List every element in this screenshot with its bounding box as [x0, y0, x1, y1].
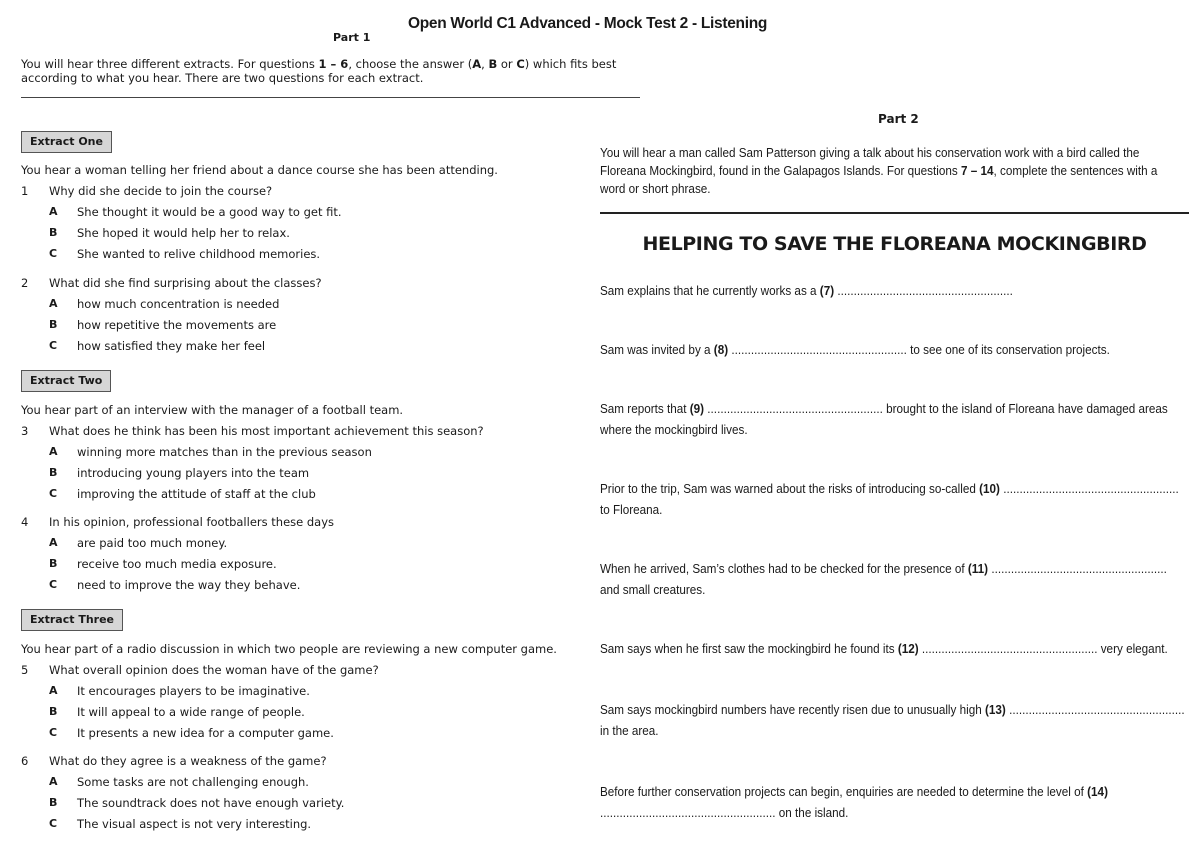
option-text: The visual aspect is not very interesting. [77, 817, 312, 831]
option-letter: C [49, 487, 58, 500]
option-text: how satisfied they make her feel [77, 339, 266, 353]
option-text: She hoped it would help her to relax. [77, 226, 290, 240]
sentence-14: Before further conservation projects can begin, enquiries are needed to determine the level of (14) ...................................................... on the island. [600, 784, 1108, 820]
question-text: What overall opinion does the woman have of the game? [49, 663, 379, 677]
option-text: how repetitive the movements are [77, 318, 277, 332]
part2-divider [600, 212, 1189, 214]
option-letter: B [49, 557, 58, 570]
sentence-8: Sam was invited by a (8) ...................................................... to see one of its conservation projects. [600, 342, 1110, 357]
option-letter: A [49, 297, 58, 310]
extract-three-label: Extract Three [21, 609, 123, 631]
sentence-12: Sam says when he first saw the mockingbird he found its (12) ...................................................... very elegant. [600, 641, 1168, 656]
option-letter: A [49, 536, 58, 549]
answer-blank[interactable]: ...................................................... [991, 561, 1167, 576]
question-text: Why did she decide to join the course? [49, 184, 273, 198]
question-number: 2 [21, 276, 29, 290]
option-letter: C [49, 339, 58, 352]
part1-divider [21, 97, 640, 98]
question-number: 6 [21, 754, 29, 768]
option-letter: B [49, 705, 58, 718]
option-letter: A [49, 775, 58, 788]
sentence-11: When he arrived, Sam’s clothes had to be checked for the presence of (11) ...................................................... and small creatures. [600, 561, 1167, 597]
sentence-7: Sam explains that he currently works as a (7) ...................................................... [600, 283, 1013, 298]
part2-instructions: You will hear a man called Sam Patterson giving a talk about his conservation work with a bird called the Floreana Mockingbird, found in the Galapagos Islands. For questions 7 – 14, complete the sentences with a word or short phrase. [600, 145, 1158, 196]
answer-blank[interactable]: ...................................................... [1009, 702, 1185, 717]
option-text: are paid too much money. [77, 536, 228, 550]
option-text: improving the attitude of staff at the club [77, 487, 316, 501]
option-text: winning more matches than in the previous season [77, 445, 372, 459]
option-letter: C [49, 817, 58, 830]
answer-blank[interactable]: ...................................................... [600, 805, 776, 820]
option-text: receive too much media exposure. [77, 557, 277, 571]
question-text: What did she find surprising about the classes? [49, 276, 322, 290]
page-title: Open World C1 Advanced - Mock Test 2 - Listening [407, 15, 768, 32]
section-heading: HELPING TO SAVE THE FLOREANA MOCKINGBIRD [642, 233, 1147, 255]
extract-context: You hear part of an interview with the manager of a football team. [21, 403, 404, 417]
option-text: It presents a new idea for a computer game. [77, 726, 334, 740]
option-letter: B [49, 226, 58, 239]
option-letter: B [49, 318, 58, 331]
part1-instructions: You will hear three different extracts. For questions 1 – 6, choose the answer (A, B or C) which fits best according to what you hear. There are two questions for each extract. [21, 57, 617, 85]
sentence-10: Prior to the trip, Sam was warned about the risks of introducing so-called (10) ...................................................... to Floreana. [600, 481, 1179, 517]
part2-label: Part 2 [878, 112, 919, 126]
question-text: What does he think has been his most important achievement this season? [49, 424, 484, 438]
option-text: how much concentration is needed [77, 297, 280, 311]
question-text: In his opinion, professional footballers these days [49, 515, 335, 529]
question-text: What do they agree is a weakness of the game? [49, 754, 327, 768]
answer-blank[interactable]: ...................................................... [707, 401, 883, 416]
part1-label: Part 1 [333, 31, 371, 44]
sentence-13: Sam says mockingbird numbers have recently risen due to unusually high (13) ...................................................... in the area. [600, 702, 1185, 738]
sentence-9: Sam reports that (9) ...................................................... brought to the island of Floreana have damaged areas where the mockingbird lives. [600, 401, 1168, 437]
option-text: The soundtrack does not have enough variety. [77, 796, 345, 810]
option-text: It encourages players to be imaginative. [77, 684, 310, 698]
option-letter: A [49, 445, 58, 458]
answer-blank[interactable]: ...................................................... [731, 342, 907, 357]
answer-blank[interactable]: ...................................................... [921, 641, 1098, 656]
option-letter: C [49, 726, 58, 739]
extract-two-label: Extract Two [21, 370, 111, 392]
option-letter: A [49, 205, 58, 218]
option-text: It will appeal to a wide range of people. [77, 705, 305, 719]
option-text: need to improve the way they behave. [77, 578, 301, 592]
option-letter: C [49, 247, 58, 260]
option-letter: C [49, 578, 58, 591]
question-number: 5 [21, 663, 29, 677]
question-number: 4 [21, 515, 29, 529]
question-number: 3 [21, 424, 29, 438]
question-number: 1 [21, 184, 29, 198]
option-text: Some tasks are not challenging enough. [77, 775, 309, 789]
extract-context: You hear part of a radio discussion in which two people are reviewing a new computer game. [21, 642, 557, 656]
option-text: She wanted to relive childhood memories. [77, 247, 321, 261]
option-text: introducing young players into the team [77, 466, 310, 480]
option-text: She thought it would be a good way to get fit. [77, 205, 342, 219]
extract-context: You hear a woman telling her friend about a dance course she has been attending. [21, 163, 498, 177]
option-letter: A [49, 684, 58, 697]
extract-one-label: Extract One [21, 131, 112, 153]
answer-blank[interactable]: ...................................................... [1003, 481, 1179, 496]
option-letter: B [49, 466, 58, 479]
option-letter: B [49, 796, 58, 809]
answer-blank[interactable]: ...................................................... [837, 283, 1013, 298]
